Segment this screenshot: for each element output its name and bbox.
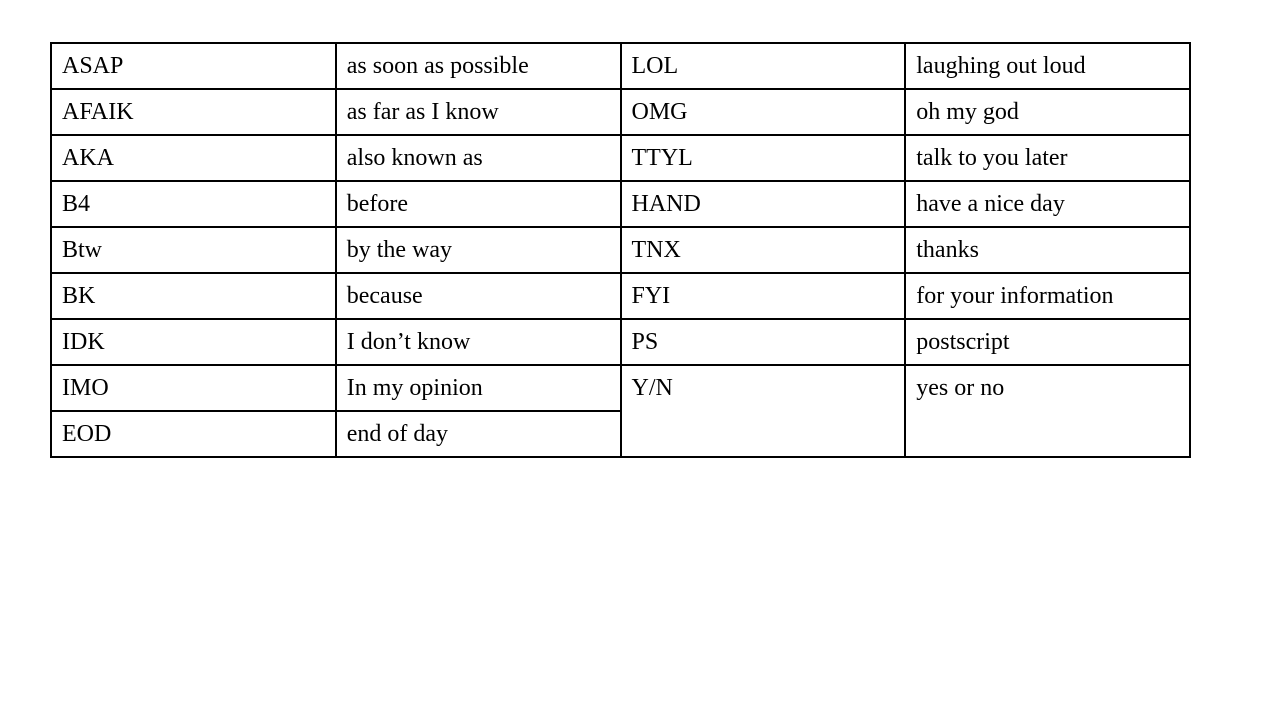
meaning-cell: talk to you later: [905, 135, 1190, 181]
abbreviation-cell: OMG: [621, 89, 906, 135]
table-row: [51, 319, 1190, 365]
meaning-cell: postscript: [905, 319, 1190, 365]
abbreviation-cell: Y/N: [621, 365, 906, 457]
abbreviation-cell: EOD: [51, 411, 336, 457]
abbreviation-cell: IDK: [51, 319, 336, 365]
table-row: [51, 227, 1190, 273]
meaning-cell: oh my god: [905, 89, 1190, 135]
meaning-cell: as far as I know: [336, 89, 621, 135]
table-row: [51, 365, 1190, 411]
abbreviations-table: [50, 42, 1191, 458]
meaning-cell: have a nice day: [905, 181, 1190, 227]
abbreviation-cell: IMO: [51, 365, 336, 411]
meaning-cell: I don’t know: [336, 319, 621, 365]
meaning-cell: end of day: [336, 411, 621, 457]
meaning-cell: In my opinion: [336, 365, 621, 411]
abbreviation-cell: PS: [621, 319, 906, 365]
abbreviation-cell: AFAIK: [51, 89, 336, 135]
abbreviation-cell: TTYL: [621, 135, 906, 181]
meaning-cell: as soon as possible: [336, 43, 621, 89]
abbreviation-cell: ASAP: [51, 43, 336, 89]
abbreviation-cell: AKA: [51, 135, 336, 181]
meaning-cell: laughing out loud: [905, 43, 1190, 89]
abbreviation-cell: FYI: [621, 273, 906, 319]
meaning-cell: also known as: [336, 135, 621, 181]
abbreviation-cell: TNX: [621, 227, 906, 273]
table-row: [51, 135, 1190, 181]
meaning-cell: by the way: [336, 227, 621, 273]
abbreviation-cell: B4: [51, 181, 336, 227]
abbreviation-cell: LOL: [621, 43, 906, 89]
table-row: [51, 89, 1190, 135]
abbreviation-cell: Btw: [51, 227, 336, 273]
meaning-cell: yes or no: [905, 365, 1190, 457]
meaning-cell: before: [336, 181, 621, 227]
table-row: [51, 181, 1190, 227]
abbreviation-cell: BK: [51, 273, 336, 319]
meaning-cell: because: [336, 273, 621, 319]
meaning-cell: for your information: [905, 273, 1190, 319]
table-row: [51, 43, 1190, 89]
table-row: [51, 273, 1190, 319]
abbreviation-cell: HAND: [621, 181, 906, 227]
meaning-cell: thanks: [905, 227, 1190, 273]
